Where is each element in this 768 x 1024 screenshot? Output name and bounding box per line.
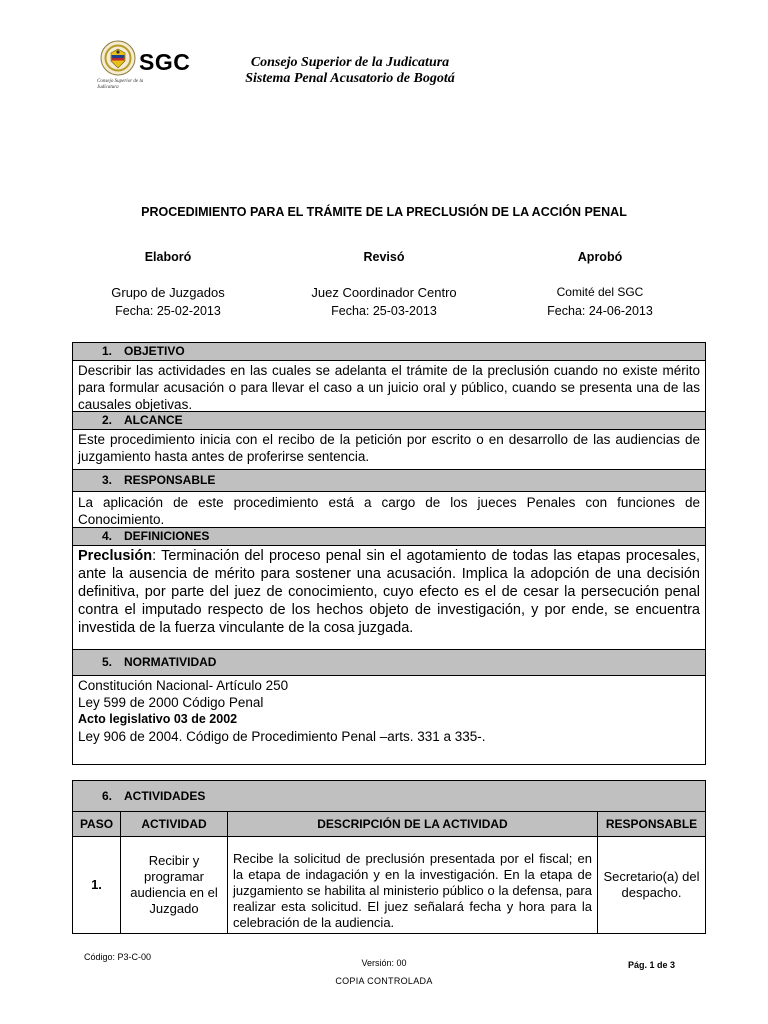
approval-date: Fecha: 24-06-2013: [547, 304, 653, 318]
column-actividad: ACTIVIDAD: [121, 812, 228, 836]
organization-header: [200, 55, 500, 87]
section-header-alcance: [73, 412, 705, 430]
org-line-2: Sistema Penal Acusatorio de Bogotá: [245, 71, 455, 86]
org-line-1: Consejo Superior de la Judicatura: [250, 55, 450, 70]
footer-page-number: Pág. 1 de 3: [628, 960, 676, 970]
section-header-responsable: [73, 470, 705, 492]
column-paso: PASO: [73, 812, 121, 836]
approval-name: Grupo de Juzgados: [111, 285, 225, 300]
approval-date: Fecha: 25-03-2013: [331, 304, 437, 318]
footer-controlled-copy: COPIA CONTROLADA: [335, 976, 433, 986]
approval-elaboro: [60, 250, 276, 318]
section-body-objetivo: Describir las actividades en las cuales se adelanta el trámite de la preclusión cuando no existe mérito para formular acusación o para llevar el caso a un juicio oral y público, cuando se presenta una de las causales objetivas.: [73, 361, 705, 412]
section-header-objetivo: [73, 343, 705, 361]
section-title: DEFINICIONES: [124, 529, 210, 543]
section-number: 2.: [102, 413, 113, 427]
row-descripcion: Recibe la solicitud de preclusión presentada por el fiscal; en la etapa de indagación y en la investigación. En la etapa de juzgamiento se habilita al ministerio público o la defensa, para realizar esta solicitud. El juez señalará fecha y hora para la celebración de la audiencia.: [228, 837, 598, 933]
approval-date: Fecha: 25-02-2013: [115, 304, 221, 318]
approval-heading: Elaboró: [144, 250, 192, 264]
norm-line-bold: Acto legislativo 03 de 2002: [78, 712, 238, 726]
section-title: NORMATIVIDAD: [124, 655, 217, 669]
section-number: 6.: [102, 789, 113, 803]
sgc-logo-text: SGC: [139, 49, 191, 75]
section-number: 3.: [102, 473, 113, 487]
activities-header: [73, 781, 705, 812]
section-title: ACTIVIDADES: [124, 789, 206, 803]
approval-name: Comité del SGC: [556, 285, 644, 299]
footer-version: Versión: 00: [361, 958, 407, 968]
definition-text: : Terminación del proceso penal sin el agotamiento de todas las etapas procesales, ante la ausencia de mérito para sostener una acusación. Implica la adopción de una decisión definitiva, por parte del juez de conocimiento, cuyo efecto es el de cesar la persecución penal contra el imputado respecto de los hechos objeto de investigación, y por ende, se encuentra investida de la fuerza vinculante de la cosa juzgada.: [78, 548, 700, 636]
approval-reviso: [276, 250, 492, 318]
table-row: [73, 837, 705, 933]
section-body-normatividad: [73, 676, 705, 764]
section-number: 5.: [102, 655, 113, 669]
norm-line: Constitución Nacional- Artículo 250: [78, 678, 289, 693]
row-paso: 1.: [73, 837, 121, 933]
section-title: ALCANCE: [124, 413, 183, 427]
section-header-normatividad: [73, 650, 705, 676]
footer-code: Código: P3-C-00: [84, 952, 152, 962]
activities-table: [72, 780, 706, 934]
column-descripcion: DESCRIPCIÓN DE LA ACTIVIDAD: [228, 812, 598, 836]
section-header-definiciones: [73, 528, 705, 546]
approval-aprobo: [492, 250, 708, 318]
section-number: 1.: [102, 344, 113, 358]
section-body-definiciones: [73, 546, 705, 650]
sections-table: [72, 342, 706, 765]
column-responsable: RESPONSABLE: [605, 817, 698, 831]
section-body-alcance: Este procedimiento inicia con el recibo de la petición por escrito o en desarrollo de las audiencias de juzgamiento hasta antes de proferirse sentencia.: [73, 430, 705, 470]
section-title: OBJETIVO: [124, 344, 185, 358]
norm-line: Ley 599 de 2000 Código Penal: [78, 695, 264, 710]
approval-name: Juez Coordinador Centro: [311, 285, 457, 300]
approval-heading: Aprobó: [577, 250, 623, 264]
row-responsable: Secretario(a) del despacho.: [603, 869, 700, 900]
section-body-responsable: La aplicación de este procedimiento está a cargo de los jueces Penales con funciones de Conocimiento.: [73, 492, 705, 528]
definition-term: Preclusión: [78, 548, 153, 564]
section-number: 4.: [102, 529, 113, 543]
row-actividad: Recibir y programar audiencia en el Juzgado: [121, 837, 228, 933]
activities-column-headers: [73, 812, 705, 837]
judicature-seal-logo: [100, 40, 136, 76]
norm-line: Ley 906 de 2004. Código de Procedimiento Penal –arts. 331 a 335-.: [78, 729, 486, 744]
section-title: RESPONSABLE: [124, 473, 216, 487]
logo-caption: Consejo Superior de la Judicatura: [97, 79, 144, 90]
document-title: PROCEDIMIENTO PARA EL TRÁMITE DE LA PRECLUSIÓN DE LA ACCIÓN PENAL: [141, 205, 627, 219]
approval-heading: Revisó: [363, 250, 405, 264]
